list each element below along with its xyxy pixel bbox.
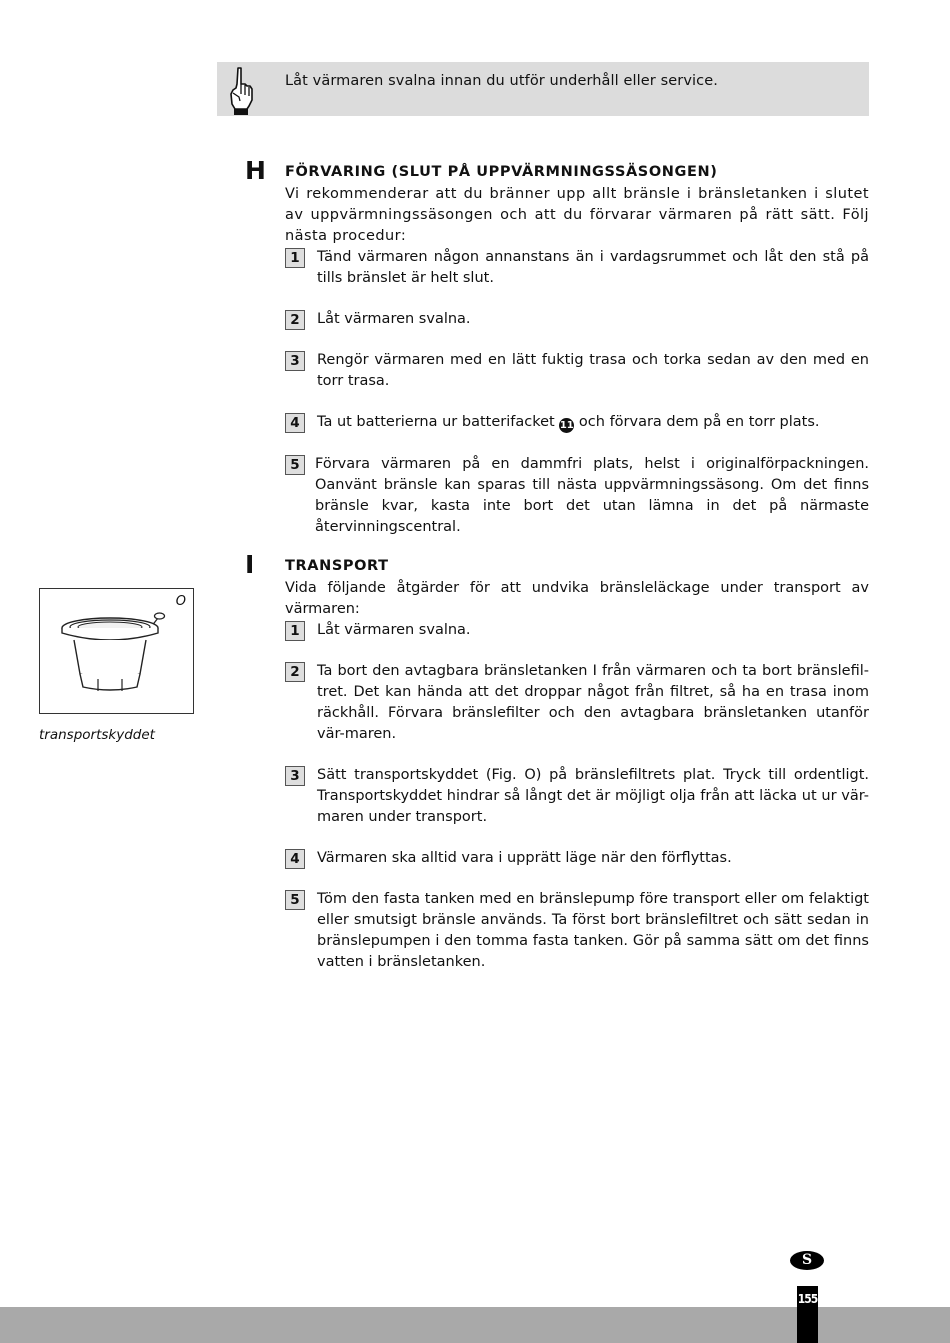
figure-label: O — [175, 594, 186, 609]
section-intro-transport: Vida följande åtgärder för att undvika bränsleläckage under transport av värmaren: — [285, 580, 869, 617]
step-number: 2 — [285, 310, 305, 330]
section-intro-storage — [285, 184, 869, 247]
step-number: 3 — [285, 351, 305, 371]
figure-caption: transportskyddet — [39, 727, 155, 743]
step-number: 3 — [285, 766, 305, 786]
step-text: Rengör värmaren med en lätt fuktig trasa och torka sedan av den med en torr trasa. — [317, 352, 869, 389]
step-text: Låt värmaren svalna. — [317, 622, 471, 638]
step-text: Låt värmaren svalna. — [317, 311, 471, 327]
step-text: Tänd värmaren någon annanstans än i vardagsrummet och låt den stå på tills bränslet är helt slut. — [317, 249, 869, 286]
figure-transport-cap — [39, 588, 194, 714]
step-number: 4 — [285, 413, 305, 433]
step-text: Värmaren ska alltid vara i upprätt läge när den förflyttas. — [317, 850, 732, 866]
battery-compartment-ref-badge: 11 — [559, 420, 574, 431]
transport-cap-illustration — [58, 607, 168, 693]
warning-note — [217, 62, 869, 116]
step-number: 5 — [285, 455, 305, 475]
step-text-after: och förvara dem på en torr plats. — [578, 414, 820, 430]
section-letter-i: I — [245, 550, 255, 579]
step-text — [317, 412, 869, 433]
section-title-storage: FÖRVARING (SLUT PÅ UPPVÄRMNINGSSÄSONGEN) — [285, 164, 718, 180]
step-text: Töm den fasta tanken med en bränslepump före transport eller om felaktigt eller smutsigt bränsle används. Ta först bort bränslefiltret och sätt sedan in bränslepumpen i den tomma fasta tanken. Gör på samma sätt om det finns vatten i bränsletanken. — [317, 891, 869, 970]
step-text: Förvara värmaren på en dammfri plats, helst i originalförpackningen. Oanvänt bränsle kan sparas till nästa uppvärmningssäsong. Om det finns bränsle kvar, kasta inte bort det utan lämna in det på närmaste återvinningscentral. — [315, 456, 869, 535]
pointing-hand-icon — [225, 64, 255, 116]
language-badge: S — [790, 1251, 824, 1270]
section-letter-h: H — [245, 156, 266, 185]
step-number: 5 — [285, 890, 305, 910]
step-number: 1 — [285, 621, 305, 641]
step-text: Ta bort den avtagbara bränsletanken I från värmaren och ta bort bränslefil-tret. Det kan hända att det droppar något från filtret, så ha en trasa inom räckhåll. Förvara bränslefilter och den avtagbara bränsletanken utanför vär-maren. — [317, 663, 869, 742]
step-text-before: Ta ut batterierna ur batterifacket — [317, 414, 555, 430]
step-number: 2 — [285, 662, 305, 682]
section-intro-text: Vi rekommenderar att du bränner upp allt bränsle i bränsletanken i slutet av uppvärmningssäsongen och att du förvarar värmaren på rätt sätt. Följ nästa procedur: — [285, 186, 869, 244]
step-text: Sätt transportskyddet (Fig. O) på bränslefiltrets plat. Tryck till ordentligt. Transportskyddet hindrar så långt det är möjligt olja från att läcka ut ur vär-maren under transport. — [317, 767, 869, 825]
note-text: Låt värmaren svalna innan du utför underhåll eller service. — [285, 73, 718, 89]
page-number: 155 — [797, 1292, 818, 1306]
step-number: 4 — [285, 849, 305, 869]
step-number: 1 — [285, 248, 305, 268]
section-title-transport: TRANSPORT — [285, 558, 389, 574]
